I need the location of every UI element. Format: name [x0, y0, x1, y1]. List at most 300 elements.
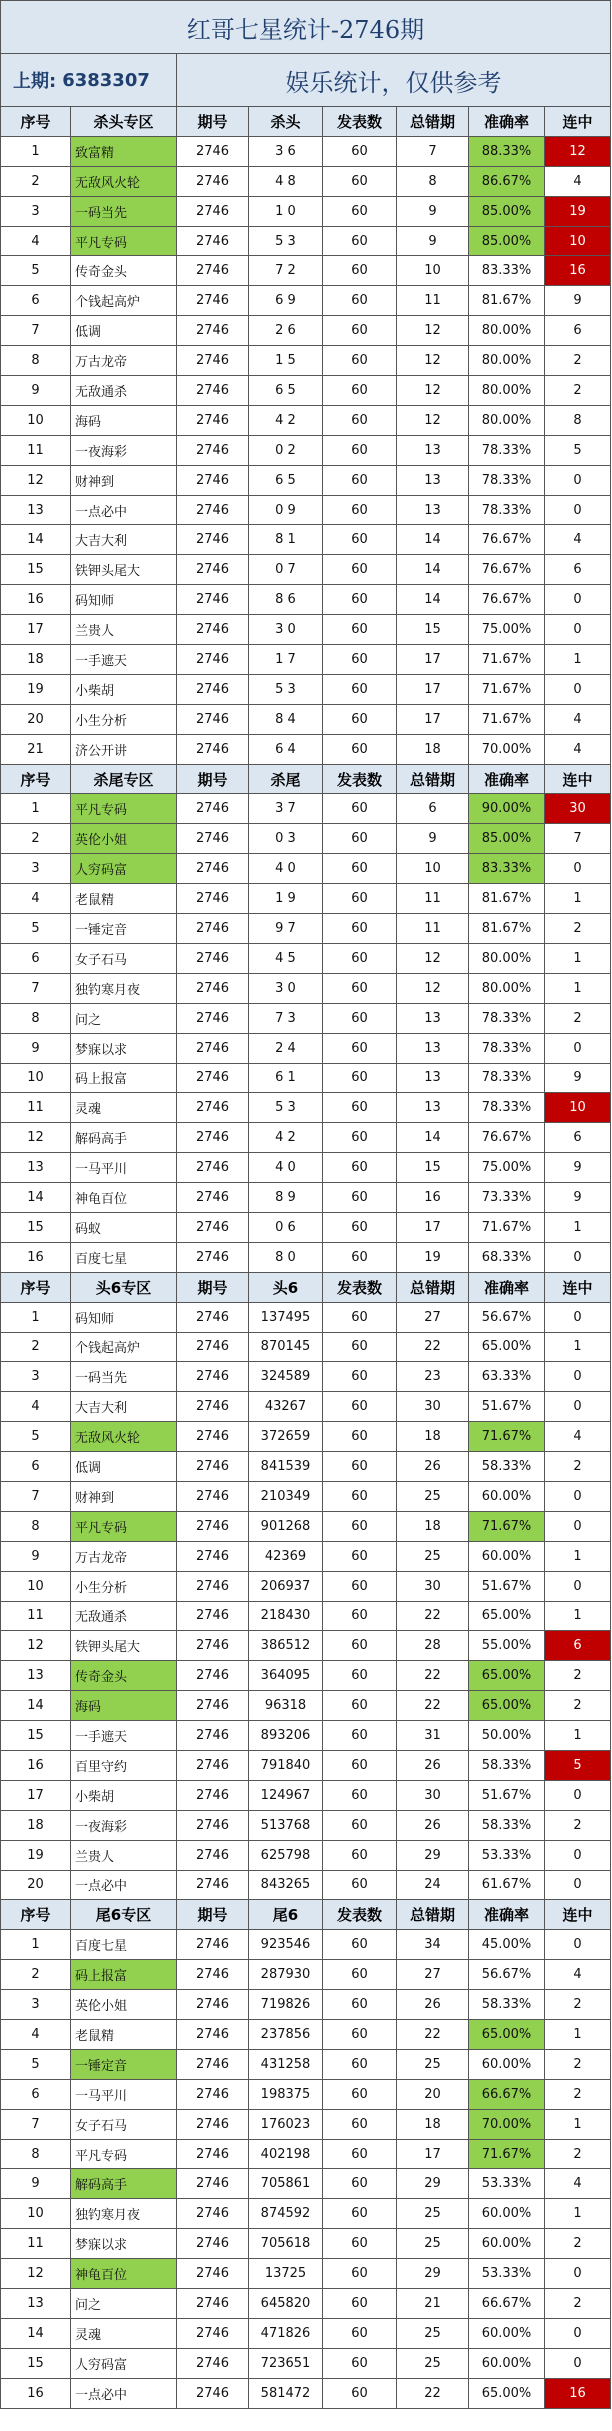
miss-count: 26 — [397, 1990, 469, 2020]
row-number: 13 — [1, 1153, 71, 1183]
post-count: 60 — [323, 2169, 397, 2199]
row-number: 17 — [1, 1781, 71, 1811]
period: 2746 — [177, 645, 249, 675]
post-count: 60 — [323, 1183, 397, 1213]
row-number: 13 — [1, 496, 71, 526]
row-number: 3 — [1, 1362, 71, 1392]
miss-count: 18 — [397, 1422, 469, 1452]
miss-count: 8 — [397, 167, 469, 197]
expert-name: 码知师 — [71, 585, 177, 615]
win-streak: 2 — [545, 2050, 611, 2080]
pick-value: 206937 — [249, 1572, 323, 1602]
pick-value: 3 0 — [249, 615, 323, 645]
row-number: 16 — [1, 1243, 71, 1273]
win-streak: 0 — [545, 854, 611, 884]
column-header: 总错期 — [397, 765, 469, 795]
post-count: 60 — [323, 1631, 397, 1661]
miss-count: 16 — [397, 1183, 469, 1213]
expert-name: 小柴胡 — [71, 675, 177, 705]
miss-count: 27 — [397, 1960, 469, 1990]
win-streak: 6 — [545, 1631, 611, 1661]
win-streak: 5 — [545, 436, 611, 466]
post-count: 60 — [323, 167, 397, 197]
win-streak: 16 — [545, 256, 611, 286]
post-count: 60 — [323, 1572, 397, 1602]
column-header: 头6 — [249, 1273, 323, 1303]
period: 2746 — [177, 1034, 249, 1064]
accuracy-rate: 76.67% — [469, 1123, 545, 1153]
post-count: 60 — [323, 2110, 397, 2140]
expert-name: 码蚁 — [71, 1213, 177, 1243]
accuracy-rate: 60.00% — [469, 2199, 545, 2229]
win-streak: 0 — [545, 1034, 611, 1064]
accuracy-rate: 80.00% — [469, 346, 545, 376]
accuracy-rate: 76.67% — [469, 525, 545, 555]
row-number: 16 — [1, 585, 71, 615]
pick-value: 901268 — [249, 1512, 323, 1542]
column-header: 杀尾 — [249, 765, 323, 795]
accuracy-rate: 85.00% — [469, 197, 545, 227]
table-row — [1, 2110, 611, 2140]
post-count: 60 — [323, 316, 397, 346]
win-streak: 4 — [545, 1960, 611, 1990]
column-header: 期号 — [177, 107, 249, 137]
pick-value: 723651 — [249, 2349, 323, 2379]
row-number: 14 — [1, 525, 71, 555]
table-row — [1, 914, 611, 944]
win-streak: 0 — [545, 615, 611, 645]
pick-value: 431258 — [249, 2050, 323, 2080]
post-count: 60 — [323, 675, 397, 705]
row-number: 9 — [1, 1542, 71, 1572]
win-streak: 4 — [545, 2169, 611, 2199]
win-streak: 0 — [545, 1512, 611, 1542]
win-streak: 1 — [545, 1602, 611, 1632]
period: 2746 — [177, 137, 249, 167]
period: 2746 — [177, 2140, 249, 2170]
accuracy-rate: 88.33% — [469, 137, 545, 167]
accuracy-rate: 75.00% — [469, 615, 545, 645]
expert-name: 神龟百位 — [71, 2259, 177, 2289]
expert-name: 老鼠精 — [71, 884, 177, 914]
table-row — [1, 2229, 611, 2259]
win-streak: 1 — [545, 944, 611, 974]
accuracy-rate: 65.00% — [469, 2379, 545, 2409]
period: 2746 — [177, 2080, 249, 2110]
win-streak: 9 — [545, 1183, 611, 1213]
period: 2746 — [177, 1572, 249, 1602]
period: 2746 — [177, 884, 249, 914]
post-count: 60 — [323, 1452, 397, 1482]
accuracy-rate: 81.67% — [469, 286, 545, 316]
post-count: 60 — [323, 914, 397, 944]
win-streak: 6 — [545, 1123, 611, 1153]
post-count: 60 — [323, 1841, 397, 1871]
win-streak: 1 — [545, 974, 611, 1004]
miss-count: 14 — [397, 585, 469, 615]
expert-name: 个钱起高炉 — [71, 286, 177, 316]
win-streak: 10 — [545, 227, 611, 257]
accuracy-rate: 71.67% — [469, 705, 545, 735]
pick-value: 5 3 — [249, 227, 323, 257]
row-number: 7 — [1, 1482, 71, 1512]
expert-name: 一锤定音 — [71, 2050, 177, 2080]
miss-count: 17 — [397, 2140, 469, 2170]
post-count: 60 — [323, 1930, 397, 1960]
period: 2746 — [177, 1960, 249, 1990]
pick-value: 9 7 — [249, 914, 323, 944]
pick-value: 7 2 — [249, 256, 323, 286]
expert-name: 码上报富 — [71, 1064, 177, 1094]
pick-value: 513768 — [249, 1811, 323, 1841]
expert-name: 码知师 — [71, 1303, 177, 1333]
pick-value: 218430 — [249, 1602, 323, 1632]
post-count: 60 — [323, 197, 397, 227]
win-streak: 4 — [545, 705, 611, 735]
row-number: 8 — [1, 2140, 71, 2170]
column-header: 准确率 — [469, 1900, 545, 1930]
table-row — [1, 1123, 611, 1153]
last-draw — [1, 54, 177, 106]
miss-count: 18 — [397, 2110, 469, 2140]
win-streak: 0 — [545, 466, 611, 496]
table-row — [1, 346, 611, 376]
pick-value: 43267 — [249, 1392, 323, 1422]
accuracy-rate: 51.67% — [469, 1392, 545, 1422]
post-count: 60 — [323, 705, 397, 735]
table-row — [1, 615, 611, 645]
post-count: 60 — [323, 1034, 397, 1064]
accuracy-rate: 80.00% — [469, 944, 545, 974]
table-row — [1, 1064, 611, 1094]
miss-count: 13 — [397, 466, 469, 496]
row-number: 18 — [1, 645, 71, 675]
expert-name: 一马平川 — [71, 2080, 177, 2110]
period: 2746 — [177, 1123, 249, 1153]
row-number: 14 — [1, 1691, 71, 1721]
row-number: 11 — [1, 1602, 71, 1632]
row-number: 13 — [1, 1661, 71, 1691]
table-row — [1, 1781, 611, 1811]
header-row — [1, 107, 611, 137]
table-row — [1, 466, 611, 496]
row-number: 7 — [1, 974, 71, 1004]
header-row — [1, 1273, 611, 1303]
miss-count: 25 — [397, 2319, 469, 2349]
win-streak: 1 — [545, 1213, 611, 1243]
row-number: 15 — [1, 555, 71, 585]
header-row — [1, 1900, 611, 1930]
column-header: 期号 — [177, 1273, 249, 1303]
period: 2746 — [177, 1333, 249, 1363]
table-row — [1, 1691, 611, 1721]
period: 2746 — [177, 1871, 249, 1901]
miss-count: 13 — [397, 1064, 469, 1094]
expert-name: 铁钾头尾大 — [71, 1631, 177, 1661]
post-count: 60 — [323, 1691, 397, 1721]
win-streak: 2 — [545, 346, 611, 376]
table-row — [1, 2379, 611, 2409]
accuracy-rate: 65.00% — [469, 2020, 545, 2050]
row-number: 7 — [1, 316, 71, 346]
accuracy-rate: 83.33% — [469, 854, 545, 884]
pick-value: 791840 — [249, 1751, 323, 1781]
accuracy-rate: 71.67% — [469, 645, 545, 675]
win-streak: 6 — [545, 316, 611, 346]
pick-value: 287930 — [249, 1960, 323, 1990]
accuracy-rate: 70.00% — [469, 2110, 545, 2140]
expert-name: 一手遮天 — [71, 645, 177, 675]
table-row — [1, 1751, 611, 1781]
post-count: 60 — [323, 1781, 397, 1811]
row-number: 1 — [1, 137, 71, 167]
period: 2746 — [177, 2319, 249, 2349]
expert-name: 个钱起高炉 — [71, 1333, 177, 1363]
post-count: 60 — [323, 1004, 397, 1034]
expert-name: 大吉大利 — [71, 1392, 177, 1422]
pick-value: 1 0 — [249, 197, 323, 227]
row-number: 6 — [1, 286, 71, 316]
period: 2746 — [177, 2229, 249, 2259]
miss-count: 23 — [397, 1362, 469, 1392]
pick-value: 8 1 — [249, 525, 323, 555]
period: 2746 — [177, 1930, 249, 1960]
accuracy-rate: 80.00% — [469, 974, 545, 1004]
table-row — [1, 2259, 611, 2289]
table-row — [1, 1452, 611, 1482]
post-count: 60 — [323, 944, 397, 974]
win-streak: 0 — [545, 1482, 611, 1512]
column-header: 杀尾专区 — [71, 765, 177, 795]
row-number: 10 — [1, 2199, 71, 2229]
expert-name: 兰贵人 — [71, 615, 177, 645]
period: 2746 — [177, 1691, 249, 1721]
post-count: 60 — [323, 525, 397, 555]
table-row — [1, 974, 611, 1004]
win-streak: 9 — [545, 286, 611, 316]
column-header: 发表数 — [323, 1900, 397, 1930]
accuracy-rate: 78.33% — [469, 1064, 545, 1094]
row-number: 1 — [1, 1930, 71, 1960]
column-header: 发表数 — [323, 107, 397, 137]
pick-value: 237856 — [249, 2020, 323, 2050]
win-streak: 2 — [545, 2080, 611, 2110]
period: 2746 — [177, 286, 249, 316]
row-number: 2 — [1, 1333, 71, 1363]
expert-name: 问之 — [71, 2289, 177, 2319]
table-row — [1, 227, 611, 257]
miss-count: 30 — [397, 1781, 469, 1811]
row-number: 8 — [1, 1512, 71, 1542]
period: 2746 — [177, 2050, 249, 2080]
pick-value: 4 2 — [249, 406, 323, 436]
miss-count: 10 — [397, 854, 469, 884]
expert-name: 梦寐以求 — [71, 1034, 177, 1064]
miss-count: 17 — [397, 645, 469, 675]
win-streak: 2 — [545, 914, 611, 944]
row-number: 15 — [1, 1721, 71, 1751]
post-count: 60 — [323, 1661, 397, 1691]
miss-count: 12 — [397, 316, 469, 346]
column-header: 头6专区 — [71, 1273, 177, 1303]
table-row — [1, 585, 611, 615]
table-row — [1, 1512, 611, 1542]
row-number: 6 — [1, 1452, 71, 1482]
post-count: 60 — [323, 2199, 397, 2229]
accuracy-rate: 51.67% — [469, 1572, 545, 1602]
win-streak: 2 — [545, 1661, 611, 1691]
accuracy-rate: 78.33% — [469, 1093, 545, 1123]
expert-name: 一码当先 — [71, 197, 177, 227]
accuracy-rate: 71.67% — [469, 1512, 545, 1542]
expert-name: 小生分析 — [71, 705, 177, 735]
expert-name: 无敌风火轮 — [71, 1422, 177, 1452]
column-header: 准确率 — [469, 1273, 545, 1303]
miss-count: 12 — [397, 944, 469, 974]
row-number: 12 — [1, 466, 71, 496]
miss-count: 26 — [397, 1751, 469, 1781]
period: 2746 — [177, 1213, 249, 1243]
period: 2746 — [177, 1153, 249, 1183]
column-header: 发表数 — [323, 1273, 397, 1303]
table-row — [1, 2349, 611, 2379]
accuracy-rate: 81.67% — [469, 914, 545, 944]
expert-name: 平凡专码 — [71, 227, 177, 257]
info-row — [1, 54, 611, 107]
period: 2746 — [177, 2110, 249, 2140]
post-count: 60 — [323, 2289, 397, 2319]
post-count: 60 — [323, 376, 397, 406]
period: 2746 — [177, 496, 249, 526]
pick-value: 645820 — [249, 2289, 323, 2319]
accuracy-rate: 65.00% — [469, 1661, 545, 1691]
win-streak: 2 — [545, 1990, 611, 2020]
win-streak: 0 — [545, 2259, 611, 2289]
win-streak: 0 — [545, 1362, 611, 1392]
expert-name: 济公开讲 — [71, 735, 177, 765]
post-count: 60 — [323, 1153, 397, 1183]
win-streak: 0 — [545, 1572, 611, 1602]
accuracy-rate: 73.33% — [469, 1183, 545, 1213]
expert-name: 小柴胡 — [71, 1781, 177, 1811]
miss-count: 30 — [397, 1392, 469, 1422]
period: 2746 — [177, 2199, 249, 2229]
post-count: 60 — [323, 1960, 397, 1990]
expert-name: 一点必中 — [71, 2379, 177, 2409]
period: 2746 — [177, 1990, 249, 2020]
win-streak: 0 — [545, 1930, 611, 1960]
post-count: 60 — [323, 1990, 397, 2020]
accuracy-rate: 78.33% — [469, 1034, 545, 1064]
win-streak: 1 — [545, 2110, 611, 2140]
column-header: 尾6 — [249, 1900, 323, 1930]
pick-value: 893206 — [249, 1721, 323, 1751]
pick-value: 3 7 — [249, 794, 323, 824]
miss-count: 34 — [397, 1930, 469, 1960]
post-count: 60 — [323, 406, 397, 436]
row-number: 21 — [1, 735, 71, 765]
miss-count: 15 — [397, 1153, 469, 1183]
accuracy-rate: 76.67% — [469, 555, 545, 585]
miss-count: 17 — [397, 1213, 469, 1243]
period: 2746 — [177, 1093, 249, 1123]
expert-name: 一马平川 — [71, 1153, 177, 1183]
table-row — [1, 884, 611, 914]
row-number: 2 — [1, 1960, 71, 1990]
row-number: 15 — [1, 2349, 71, 2379]
row-number: 1 — [1, 794, 71, 824]
post-count: 60 — [323, 1392, 397, 1422]
expert-name: 一码当先 — [71, 1362, 177, 1392]
win-streak: 0 — [545, 585, 611, 615]
accuracy-rate: 53.33% — [469, 2259, 545, 2289]
row-number: 16 — [1, 1751, 71, 1781]
accuracy-rate: 71.67% — [469, 2140, 545, 2170]
pick-value: 13725 — [249, 2259, 323, 2289]
row-number: 3 — [1, 854, 71, 884]
row-number: 10 — [1, 1572, 71, 1602]
table-row — [1, 1542, 611, 1572]
pick-value: 6 4 — [249, 735, 323, 765]
row-number: 8 — [1, 346, 71, 376]
column-header: 序号 — [1, 107, 71, 137]
miss-count: 13 — [397, 1034, 469, 1064]
column-header: 总错期 — [397, 1900, 469, 1930]
expert-name: 万古龙帝 — [71, 346, 177, 376]
accuracy-rate: 78.33% — [469, 496, 545, 526]
column-header: 发表数 — [323, 765, 397, 795]
row-number: 3 — [1, 197, 71, 227]
period: 2746 — [177, 1482, 249, 1512]
row-number: 8 — [1, 1004, 71, 1034]
post-count: 60 — [323, 824, 397, 854]
expert-name: 平凡专码 — [71, 2140, 177, 2170]
miss-count: 12 — [397, 974, 469, 1004]
expert-name: 传奇金头 — [71, 256, 177, 286]
period: 2746 — [177, 1422, 249, 1452]
post-count: 60 — [323, 2379, 397, 2409]
expert-name: 女子石马 — [71, 2110, 177, 2140]
miss-count: 21 — [397, 2289, 469, 2319]
table-row — [1, 256, 611, 286]
expert-name: 致富精 — [71, 137, 177, 167]
expert-name: 百里守约 — [71, 1751, 177, 1781]
section-table — [1, 765, 611, 1273]
column-header: 序号 — [1, 1273, 71, 1303]
win-streak: 4 — [545, 1422, 611, 1452]
table-row — [1, 675, 611, 705]
post-count: 60 — [323, 1333, 397, 1363]
expert-name: 平凡专码 — [71, 1512, 177, 1542]
win-streak: 0 — [545, 1303, 611, 1333]
pick-value: 124967 — [249, 1781, 323, 1811]
row-number: 7 — [1, 2110, 71, 2140]
table-row — [1, 1631, 611, 1661]
expert-name: 独钓寒月夜 — [71, 2199, 177, 2229]
row-number: 5 — [1, 914, 71, 944]
miss-count: 29 — [397, 2169, 469, 2199]
miss-count: 12 — [397, 346, 469, 376]
miss-count: 25 — [397, 1482, 469, 1512]
accuracy-rate: 50.00% — [469, 1721, 545, 1751]
row-number: 4 — [1, 227, 71, 257]
period: 2746 — [177, 794, 249, 824]
table-row — [1, 1422, 611, 1452]
row-number: 13 — [1, 2289, 71, 2319]
pick-value: 0 7 — [249, 555, 323, 585]
post-count: 60 — [323, 2229, 397, 2259]
win-streak: 4 — [545, 735, 611, 765]
